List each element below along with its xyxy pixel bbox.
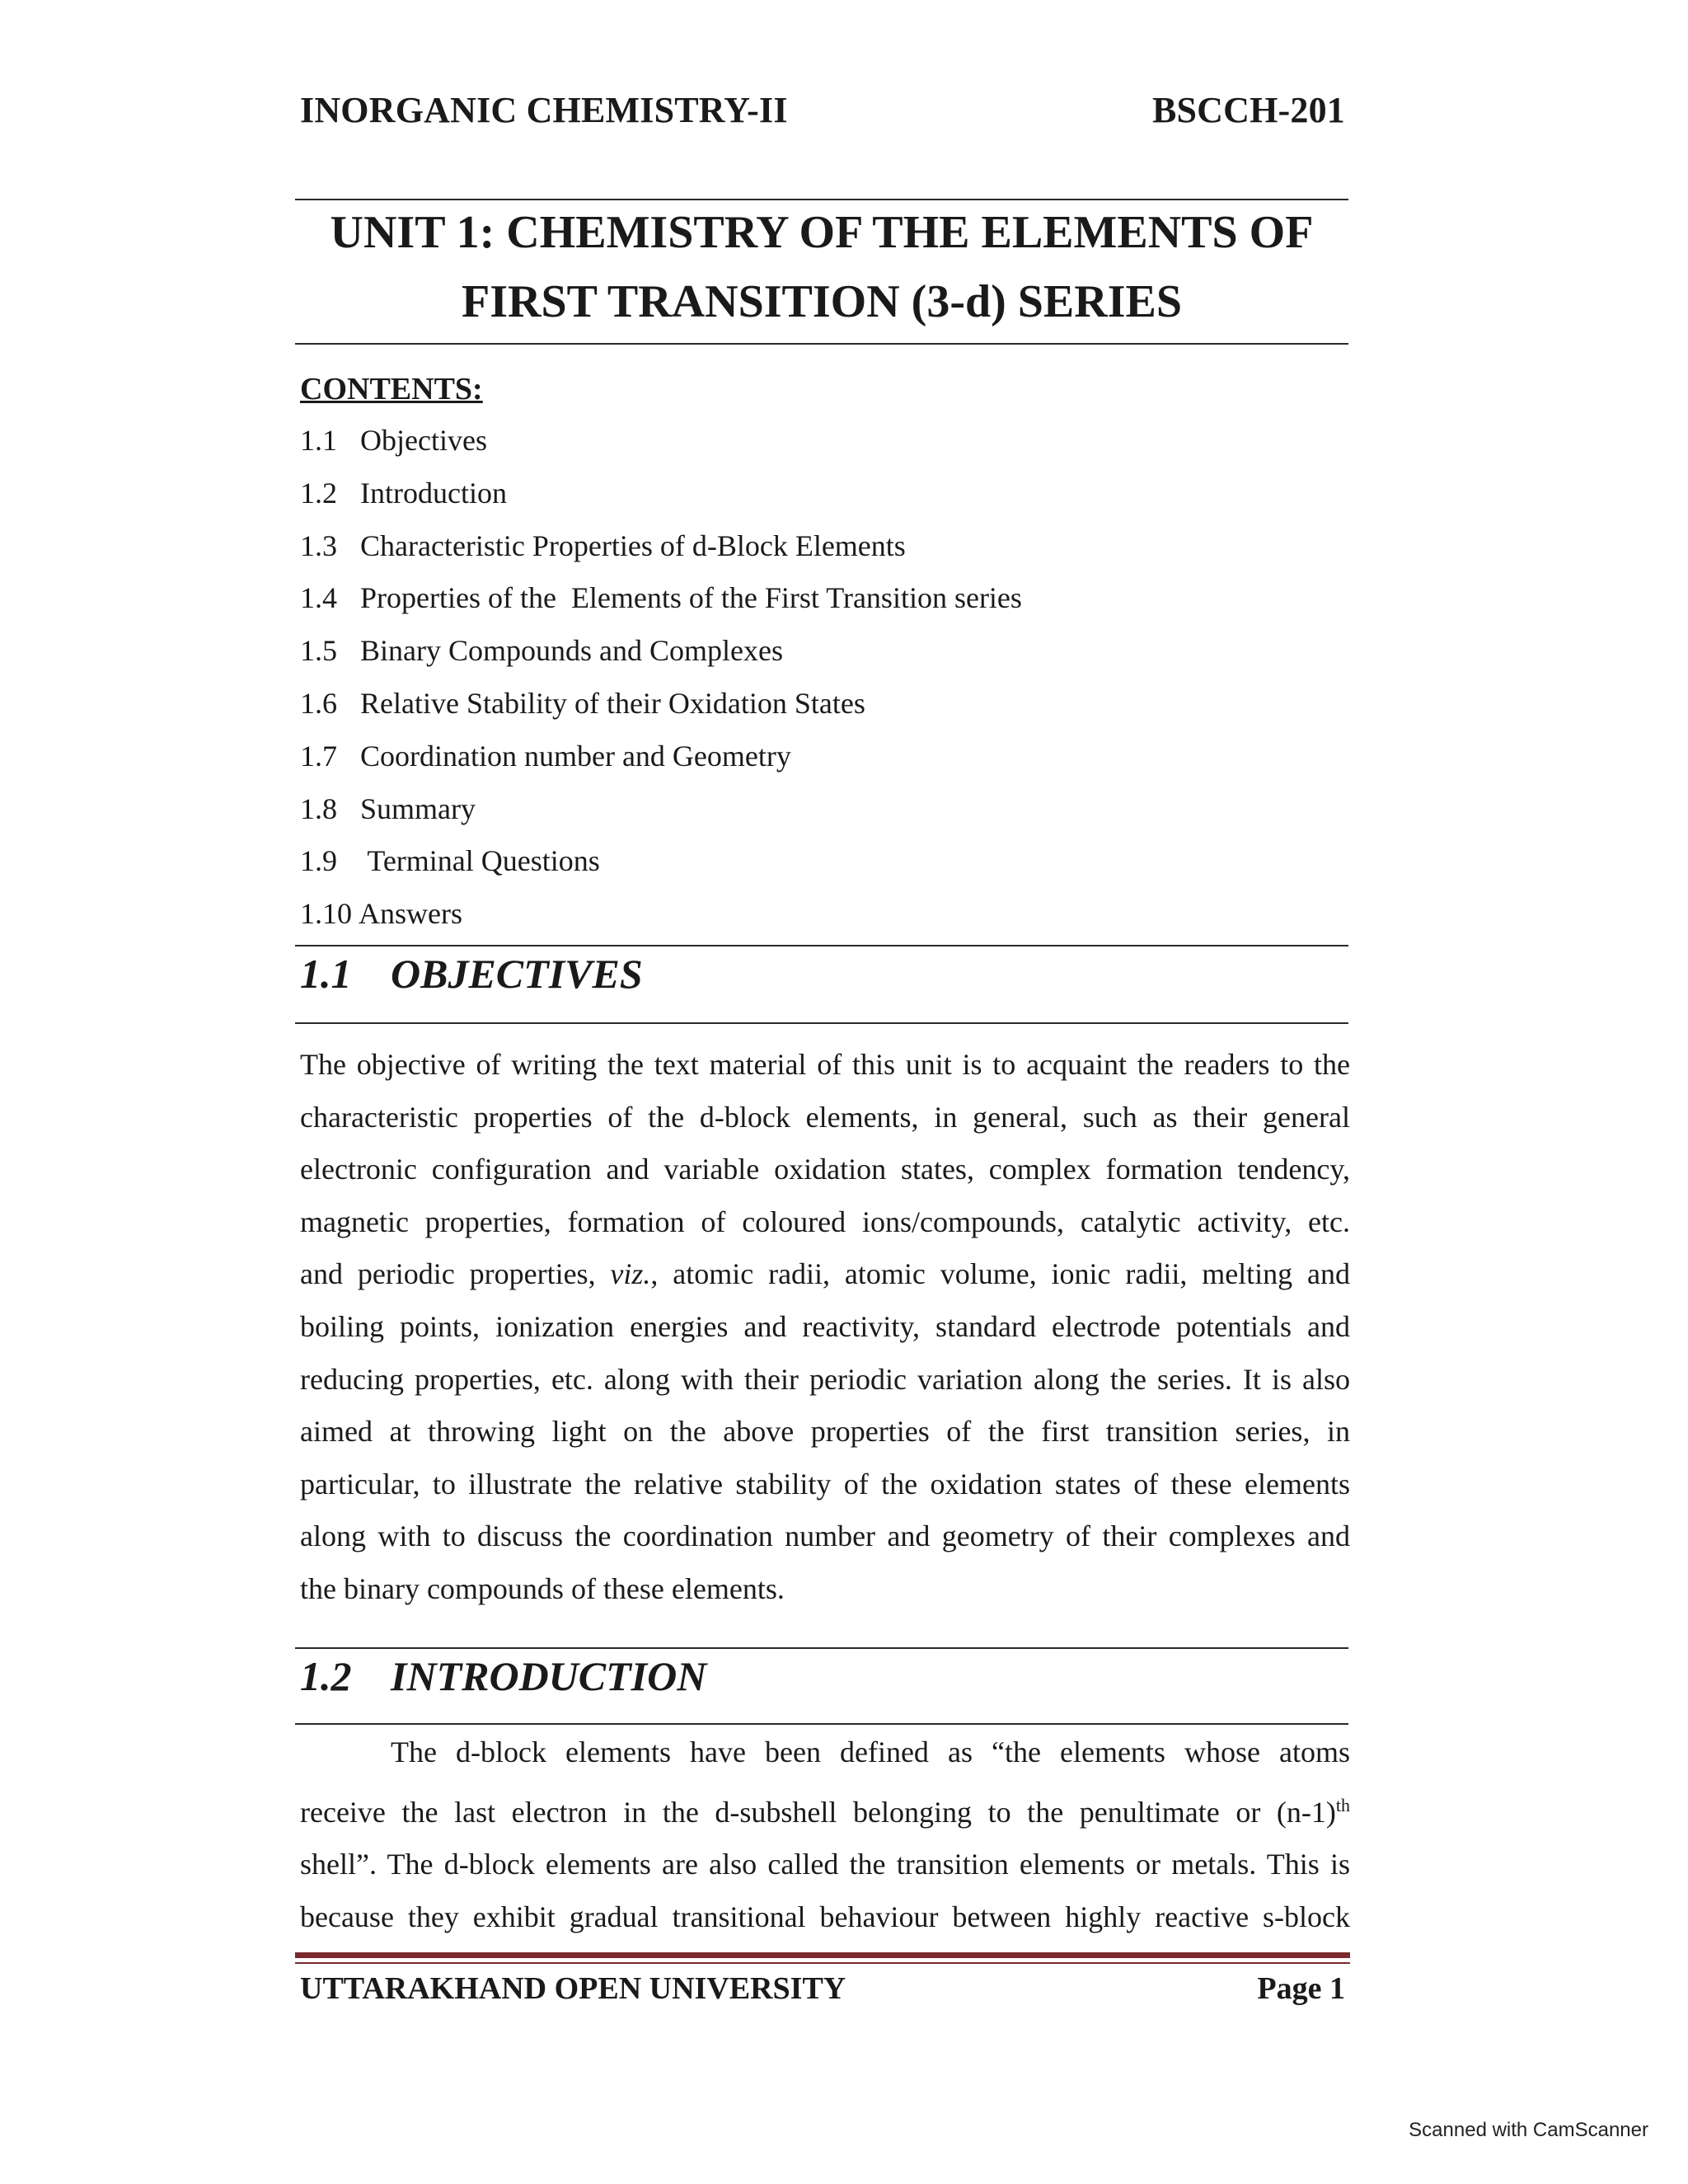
paragraph-line: characteristic properties of the d-block elements, in general, such as their general [300, 1100, 1350, 1134]
contents-heading: CONTENTS: [300, 372, 483, 406]
objectives-top-rule [295, 945, 1348, 946]
paragraph-line: the binary compounds of these elements. [300, 1571, 785, 1605]
scanner-watermark: Scanned with CamScanner [1409, 2119, 1648, 2141]
contents-item: 1.3 Characteristic Properties of d-Block Elements [300, 528, 906, 562]
contents-list [300, 419, 1022, 945]
footer-rule-thick [295, 1952, 1350, 1958]
unit-title-line-2: FIRST TRANSITION (3-d) SERIES [462, 276, 1182, 327]
page-number: Page 1 [1257, 1971, 1345, 2006]
section-title: INTRODUCTION [391, 1653, 707, 1699]
unit-title-line-1: UNIT 1: CHEMISTRY OF THE ELEMENTS OF [330, 207, 1314, 258]
introduction-heading [300, 1652, 706, 1700]
objectives-bottom-rule [295, 1022, 1348, 1024]
paragraph-line: reducing properties, etc. along with their periodic variation along the series. It is also [300, 1362, 1350, 1396]
title-bottom-rule [295, 343, 1348, 345]
introduction-bottom-rule [295, 1723, 1348, 1725]
paragraph-line: aimed at throwing light on the above properties of the first transition series, in [300, 1415, 1350, 1449]
superscript: th [1335, 1794, 1350, 1815]
paragraph-line: receive the last electron in the d-subshell belonging to the penultimate or $(n-1)^{th}$ [300, 1794, 1350, 1829]
objectives-heading [300, 950, 643, 998]
paragraph-line: because they exhibit gradual transitional behaviour between highly reactive s-block [300, 1900, 1350, 1933]
paragraph-line: shell”. The d-block elements are also called the transition elements or metals. This is [300, 1848, 1350, 1881]
paragraph-line: magnetic properties, formation of coloured ions/compounds, catalytic activity, etc. [300, 1205, 1350, 1238]
section-title: OBJECTIVES [391, 951, 643, 997]
contents-item: 1.1 Objectives [300, 424, 487, 457]
paragraph-line: particular, to illustrate the relative stability of the oxidation states of these elements [300, 1467, 1350, 1501]
university-name: UTTARAKHAND OPEN UNIVERSITY [300, 1971, 846, 2006]
paragraph-line: and periodic properties, viz., atomic radii, atomic volume, ionic radii, melting and [300, 1257, 1351, 1291]
contents-item: 1.5 Binary Compounds and Complexes [300, 634, 783, 668]
course-code: BSCCH-201 [1151, 90, 1345, 130]
contents-item: 1.7 Coordination number and Geometry [300, 739, 791, 773]
introduction-paragraph [300, 1726, 1350, 1943]
contents-item: 1.6 Relative Stability of their Oxidation States [300, 686, 865, 720]
introduction-top-rule [295, 1647, 1348, 1649]
paragraph-line: boiling points, ionization energies and reactivity, standard electrode potentials and [300, 1309, 1350, 1343]
paragraph-line: along with to discuss the coordination number and geometry of their complexes and [300, 1519, 1350, 1553]
course-title: INORGANIC CHEMISTRY-II [300, 90, 788, 130]
contents-item: 1.4 Properties of the Elements of the First Transition series [300, 581, 1022, 615]
paragraph-line: The objective of writing the text material of this unit is to acquaint the readers to the [300, 1048, 1350, 1081]
objectives-paragraph [300, 1039, 1350, 1616]
contents-item: 1.8 Summary [300, 791, 476, 825]
contents-item: 1.2 Introduction [300, 476, 507, 510]
paragraph-line: electronic configuration and variable oxidation states, complex formation tendency, [300, 1153, 1350, 1186]
footer-rule-thin [295, 1962, 1350, 1964]
paragraph-line: The d-block elements have been defined as “the elements whose atoms [391, 1735, 1350, 1768]
contents-item: 1.10 Answers [300, 897, 462, 931]
unit-title [295, 198, 1348, 336]
contents-item: 1.9 Terminal Questions [300, 844, 600, 878]
section-number: 1.1 [300, 951, 352, 997]
section-number: 1.2 [300, 1653, 352, 1699]
